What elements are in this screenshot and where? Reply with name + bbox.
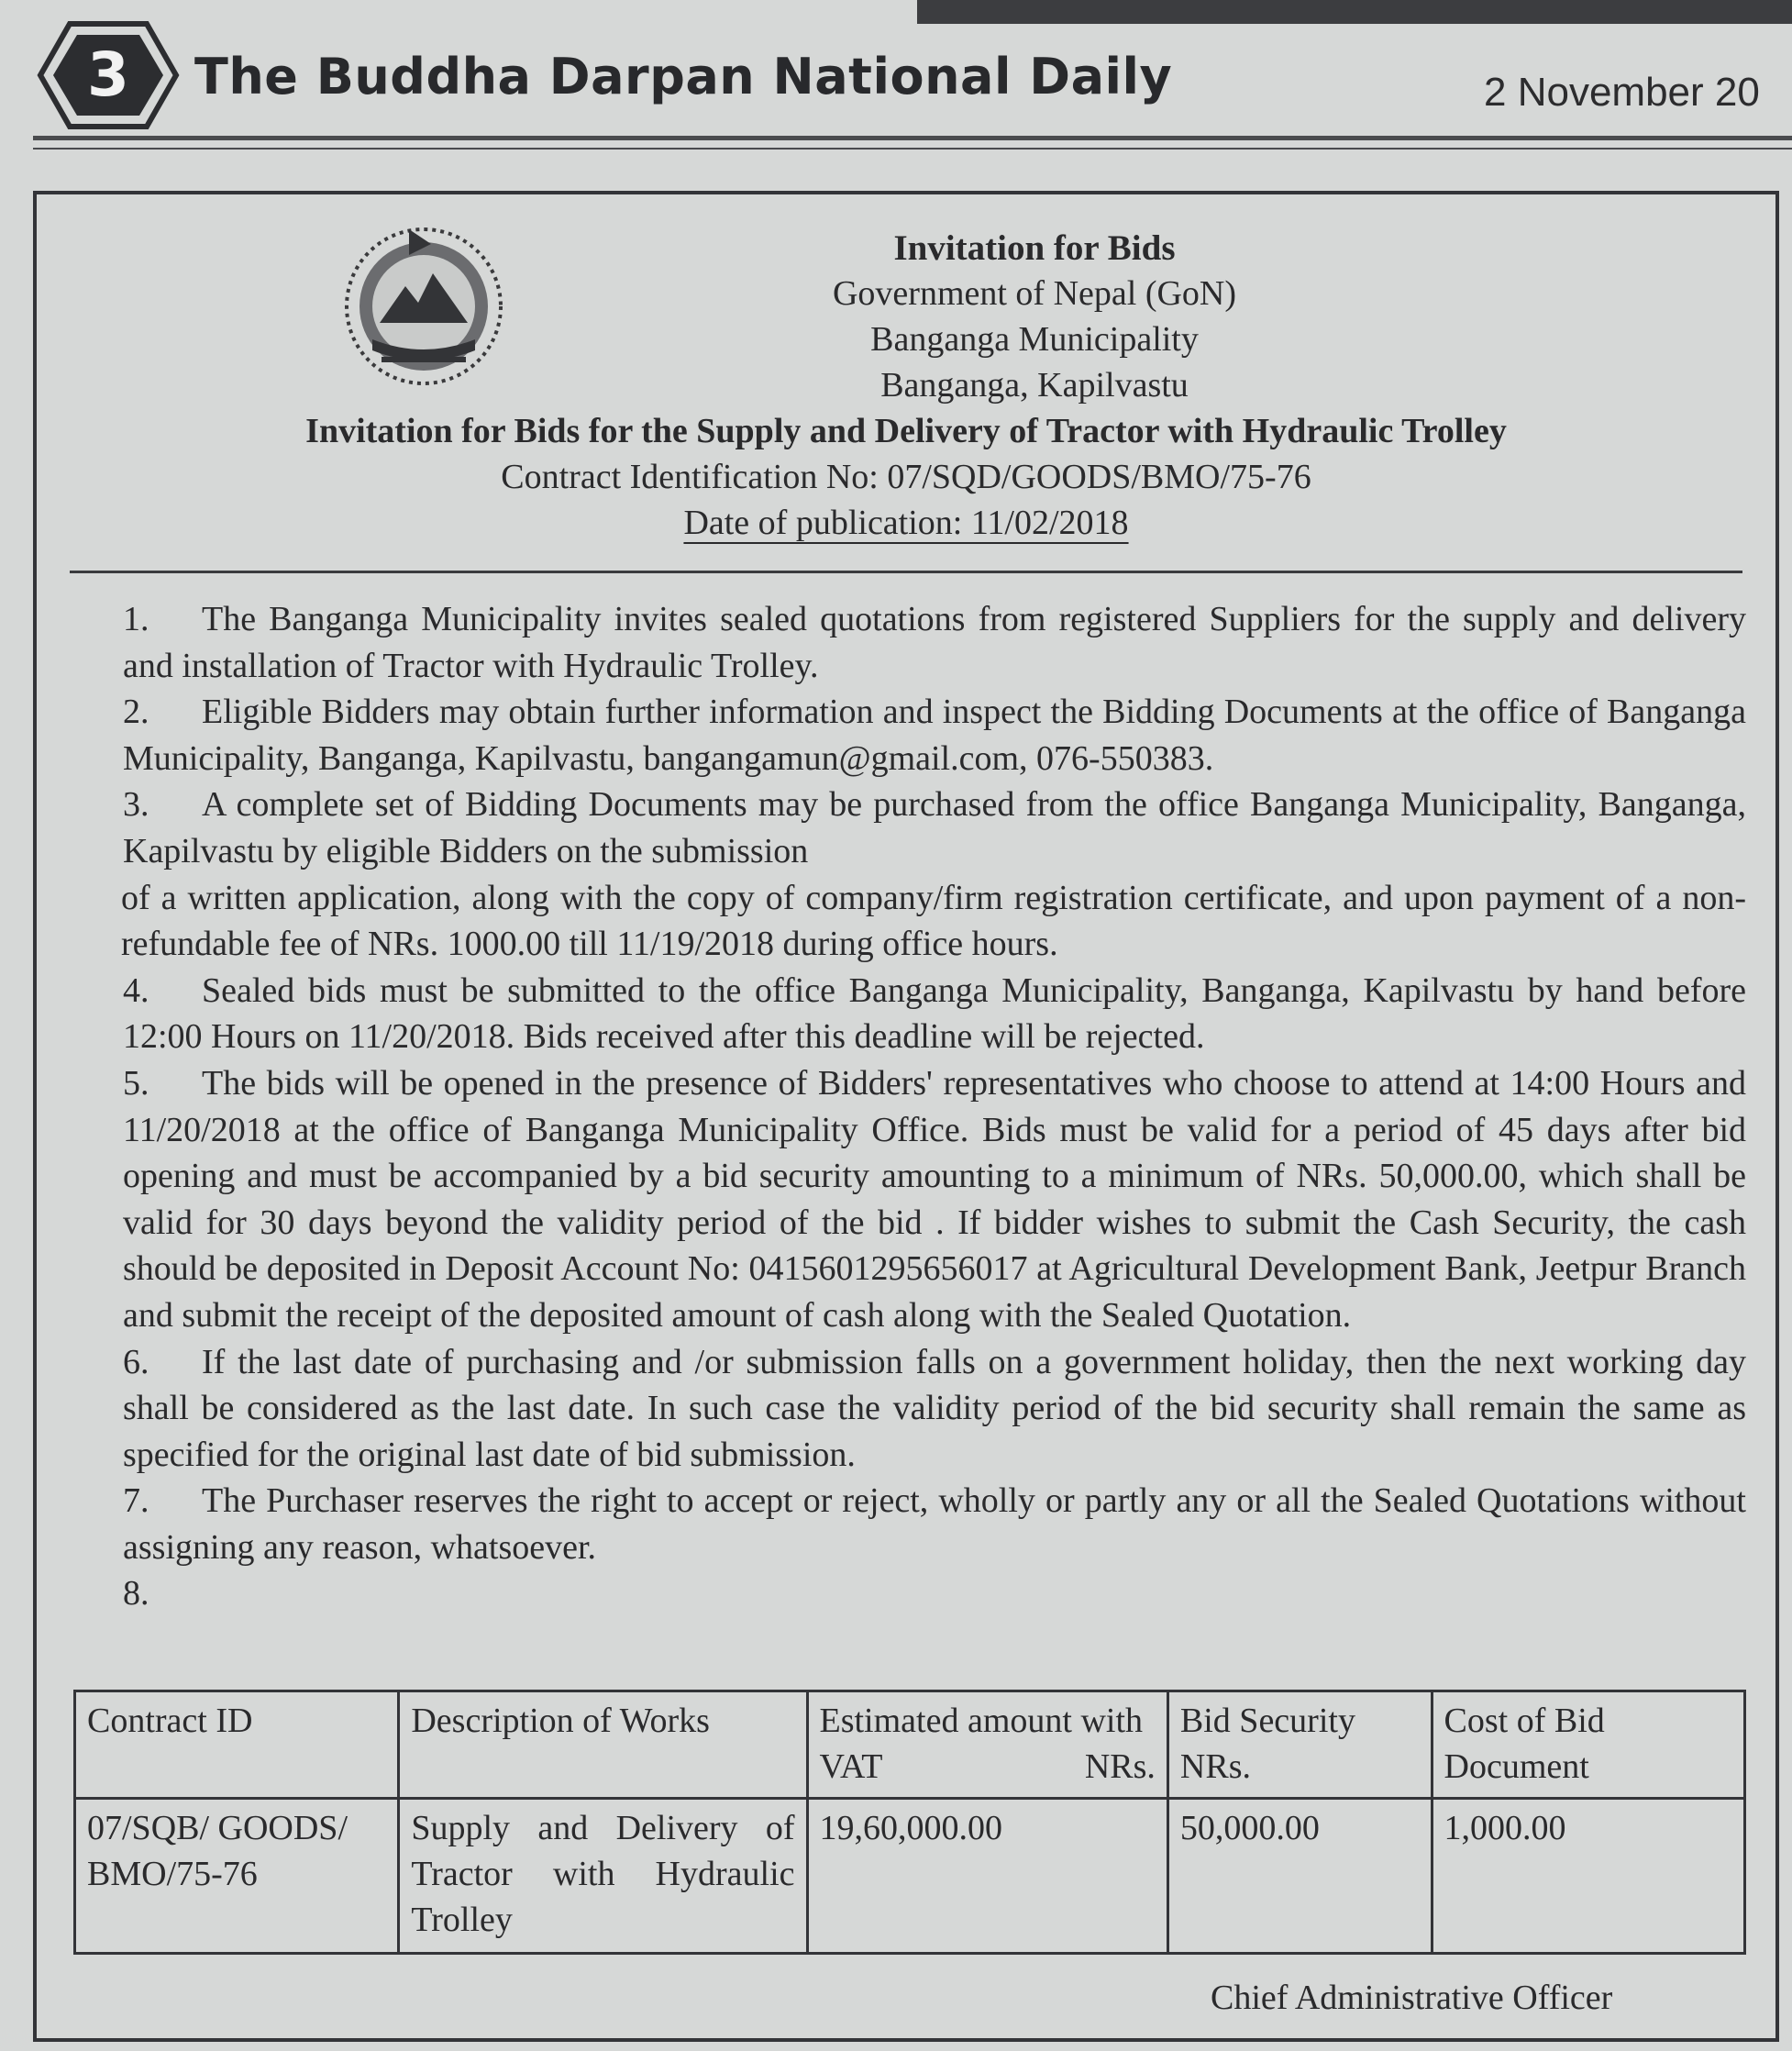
clause-continuation: of a written application, along with the copy of company/firm registration certificate, and upon payment of a non-refundable fee of NRs. 1000.00 till 11/19/2018 during office hours.: [121, 878, 1746, 964]
table-cell: 50,000.00: [1167, 1799, 1432, 1954]
clause: 1. The Banganga Municipality invites sealed quotations from registered Suppliers for the supply and delivery and installation of Tractor with Hydraulic Trolley.: [123, 600, 1746, 685]
table-row: [75, 1799, 1745, 1954]
masthead-top-bar: [917, 0, 1792, 24]
heading-divider: [70, 571, 1742, 573]
clause: 6. If the last date of purchasing and /or submission falls on a government holiday, then the next working day shall be considered as the last date. In such case the validity period of the bid security shall remain the same as specified for the original last date of bid submission.: [123, 1342, 1746, 1474]
municipality-name: Banganga Municipality: [870, 320, 1199, 359]
edition-date: 2 November 20: [1484, 70, 1760, 115]
masthead-rule: [33, 136, 1792, 140]
table-cell: Supply and Delivery of Tractor with Hydraulic Trolley: [399, 1799, 807, 1954]
clause: 4. Sealed bids must be submitted to the office Banganga Municipality, Banganga, Kapilvastu by hand before 12:00 Hours on 11/20/2018. Bids received after this deadline will be rejected.: [123, 970, 1746, 1057]
government-name: Government of Nepal (GoN): [832, 274, 1237, 313]
column-header: Cost of Bid Document: [1432, 1691, 1744, 1799]
masthead: [0, 0, 1792, 156]
bid-table: [73, 1690, 1746, 1955]
column-header: Estimated amount with VAT NRs.: [807, 1691, 1167, 1799]
bid-notice: [33, 191, 1779, 2042]
page-number: 3: [87, 39, 129, 110]
column-header: Contract ID: [75, 1691, 399, 1799]
clause: 7. The Purchaser reserves the right to accept or reject, wholly or partly any or all the Sealed Quotations without assigning any reason, whatsoever.: [123, 1481, 1746, 1567]
notice-title: Invitation for Bids: [893, 228, 1176, 268]
newspaper-name: The Buddha Darpan National Daily: [194, 48, 1173, 105]
clause: 3. A complete set of Bidding Documents may be purchased from the office Banganga Municipality, Banganga, Kapilvastu by eligible Bidders on the submission: [123, 785, 1746, 870]
table-cell: 07/SQB/ GOODS/ BMO/75-76: [75, 1799, 399, 1954]
table-cell: 1,000.00: [1432, 1799, 1744, 1954]
table-header-row: [75, 1691, 1745, 1799]
signatory-title: Chief Administrative Officer: [1211, 1979, 1613, 2017]
column-header: Bid Security NRs.: [1167, 1691, 1432, 1799]
clause: 8.: [123, 1574, 149, 1613]
municipality-location: Banganga, Kapilvastu: [880, 366, 1189, 405]
contract-identification: Contract Identification No: 07/SQD/GOODS/BMO/75-76: [501, 458, 1311, 496]
clause: 5. The bids will be opened in the presence of Bidders' representatives who choose to attend at 14:00 Hours and 11/20/2018 at the office of Banganga Municipality Office. Bids must be valid for a period of 45 days after bid opening and must be accompanied by a bid security amounting to a minimum of NRs. 50,000.00, which shall be valid for 30 days beyond the validity period of the bid . If bidder wishes to submit the Cash Security, the cash should be deposited in Deposit Account No: 0415601295656017 at Agricultural Development Bank, Jeetpur Branch and submit the receipt of the deposited amount of cash along with the Sealed Quotation.: [123, 1063, 1746, 1335]
notice-subject: Invitation for Bids for the Supply and Delivery of Tractor with Hydraulic Trolley: [305, 412, 1507, 450]
clause: 2. Eligible Bidders may obtain further information and inspect the Bidding Documents at the office of Banganga Municipality, Banganga, Kapilvastu, bangangamun@gmail.com, 076-550383.: [123, 693, 1746, 778]
publication-date: Date of publication: 11/02/2018: [683, 504, 1129, 542]
notice-clauses: [70, 596, 1746, 1617]
column-header: Description of Works: [399, 1691, 807, 1799]
table-cell: 19,60,000.00: [807, 1799, 1167, 1954]
masthead-rule-thin: [33, 148, 1792, 150]
